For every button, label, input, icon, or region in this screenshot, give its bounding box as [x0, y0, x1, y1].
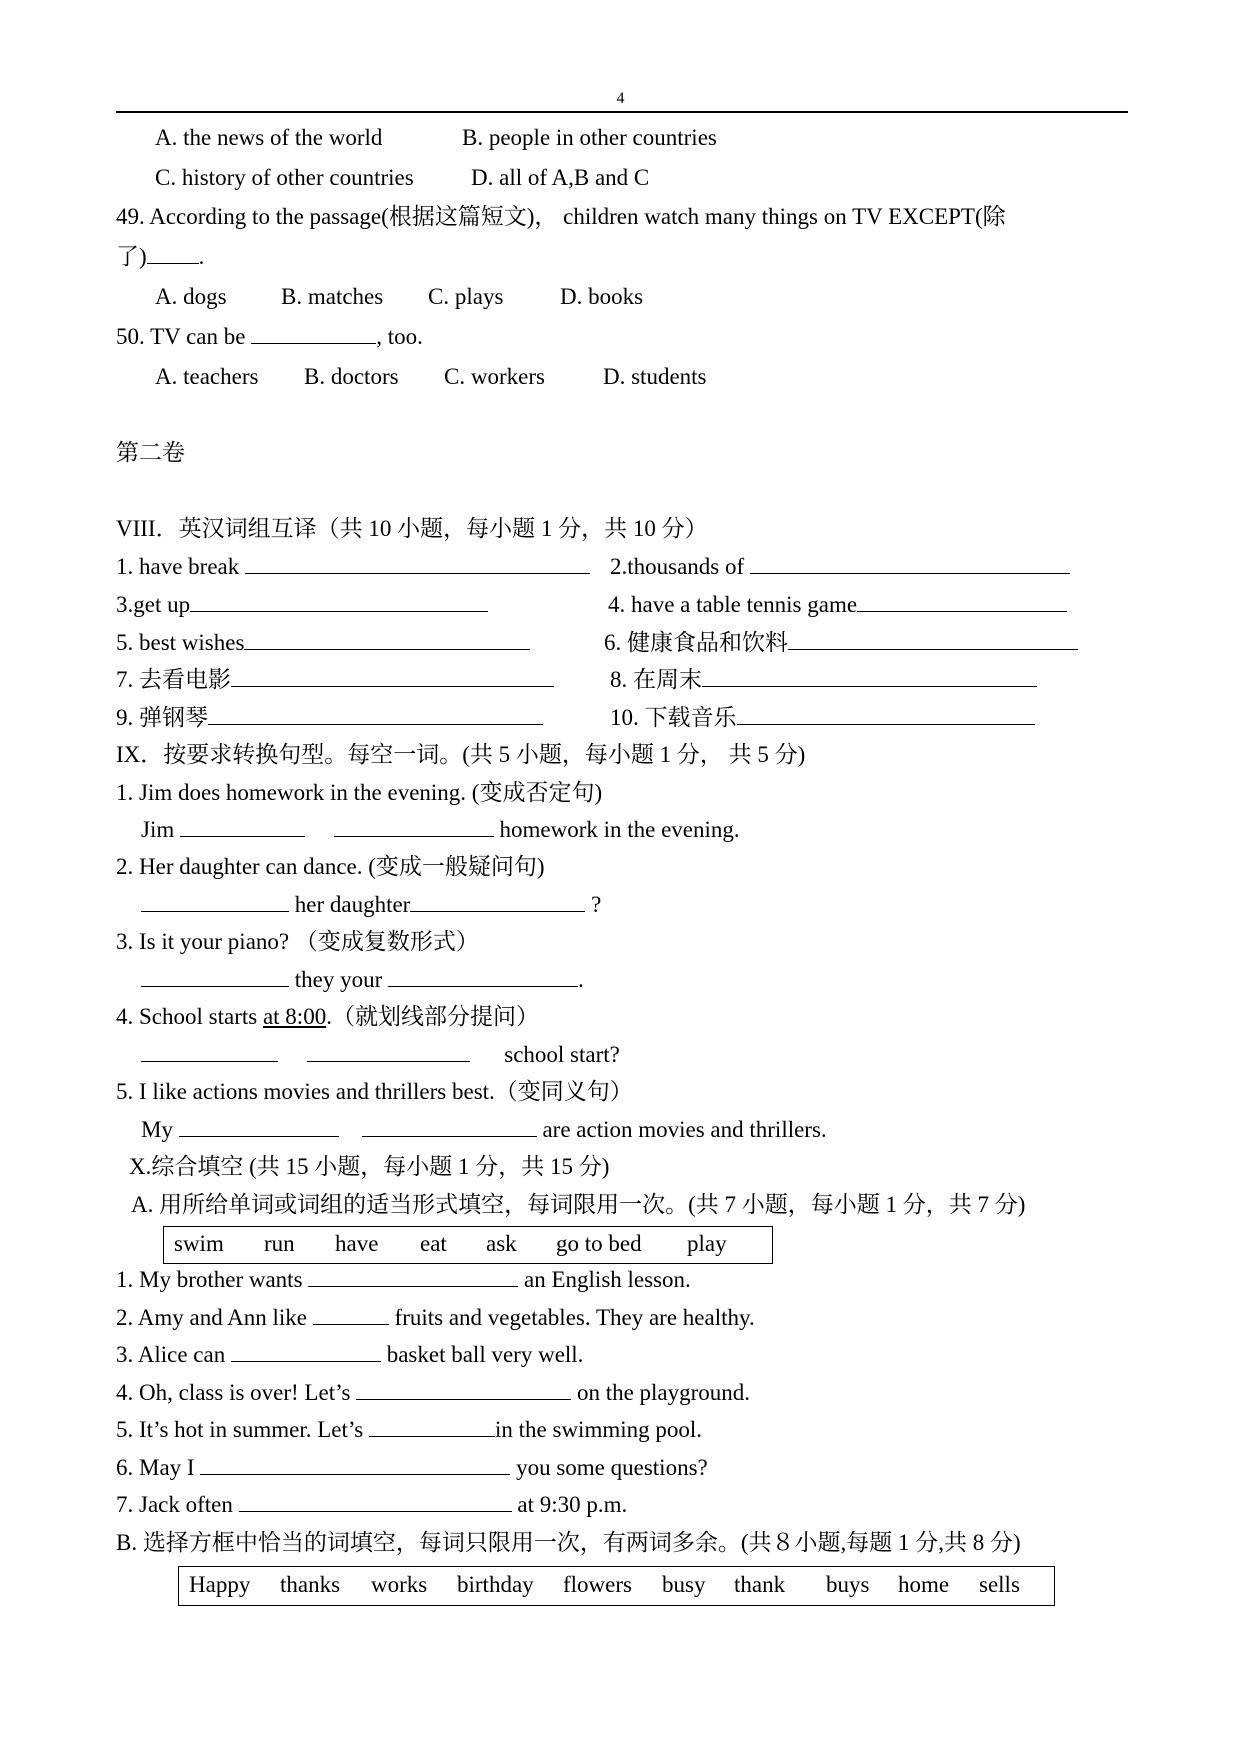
partA-word: eat — [420, 1231, 447, 1256]
part2-title: 第二卷 — [116, 440, 185, 465]
partA-word: play — [687, 1231, 727, 1256]
s9-q4 — [116, 1002, 539, 1032]
q48-option-b: B. people in other countries — [462, 125, 717, 150]
s8-item-3-label: 3.get up — [116, 592, 191, 617]
partA-item-3-pre: 3. Alice can — [116, 1342, 231, 1367]
partA-word-box — [163, 1226, 773, 1264]
q50-answer-blank[interactable] — [251, 323, 376, 344]
s8-item-3-blank[interactable] — [190, 591, 488, 612]
s8-item-2-label: 2.thousands of — [610, 554, 745, 579]
s9-q5-blank-2[interactable] — [362, 1116, 537, 1137]
q49-line2-end: . — [198, 244, 205, 269]
partB-word: buys — [826, 1572, 870, 1597]
partA-item-4-blank[interactable] — [356, 1379, 571, 1400]
partA-word: go to bed — [556, 1231, 642, 1256]
s9-q5-answer-pre: My — [141, 1117, 173, 1142]
s8-item-6 — [604, 628, 1078, 658]
s9-q2-answer-end: ? — [591, 892, 602, 917]
q50-pre: 50. TV can be — [116, 324, 252, 349]
s9-q4-post: .（就划线部分提问） — [326, 1004, 539, 1029]
s8-item-4-label: 4. have a table tennis game — [608, 592, 858, 617]
partA-word: swim — [174, 1231, 224, 1256]
q50-option-b: B. doctors — [304, 364, 399, 389]
partA-item-5-post: in the swimming pool. — [495, 1417, 702, 1442]
partA-item-4-post: on the playground. — [571, 1380, 751, 1405]
q49-line1: 49. According to the passage(根据这篇短文)， children watch many things on TV EXCEPT(除 — [116, 204, 1006, 229]
partB-word: thank — [734, 1572, 786, 1597]
s8-item-10-label: 10. 下载音乐 — [610, 705, 737, 730]
s8-item-8-blank[interactable] — [702, 666, 1037, 687]
partA-word: ask — [486, 1231, 517, 1256]
q49-option-a: A. dogs — [155, 284, 227, 309]
s9-q2-blank-2[interactable] — [410, 891, 585, 912]
partA-item-4-pre: 4. Oh, class is over! Let’s — [116, 1380, 357, 1405]
s8-item-7-label: 7. 去看电影 — [116, 667, 231, 692]
s9-q2-answer — [141, 890, 601, 920]
q50-option-a: A. teachers — [155, 364, 259, 389]
q48-option-c: C. history of other countries — [155, 165, 414, 190]
partA-item-2 — [116, 1303, 755, 1333]
partA-item-7-blank[interactable] — [239, 1491, 512, 1512]
s8-item-2 — [610, 552, 1070, 582]
q49-line2 — [116, 242, 204, 272]
partB-word: birthday — [457, 1572, 534, 1597]
q48-option-a: A. the news of the world — [155, 125, 383, 150]
partA-item-2-pre: 2. Amy and Ann like — [116, 1305, 313, 1330]
partB-word: sells — [979, 1572, 1020, 1597]
partA-item-6-pre: 6. May I — [116, 1455, 201, 1480]
partA-item-2-post: fruits and vegetables. They are healthy. — [388, 1305, 755, 1330]
partA-item-2-blank[interactable] — [313, 1304, 389, 1325]
partA-item-5-pre: 5. It’s hot in summer. Let’s — [116, 1417, 369, 1442]
partA-item-1 — [116, 1265, 691, 1295]
partA-item-6 — [116, 1453, 708, 1483]
s8-item-7 — [116, 665, 554, 695]
q49-line2-text: 了) — [116, 244, 147, 269]
s8-item-8 — [610, 665, 1037, 695]
q50-option-d: D. students — [603, 364, 707, 389]
section8-title: VIII．英汉词组互译（共 10 小题，每小题 1 分，共 10 分） — [116, 516, 708, 541]
partA-item-3-blank[interactable] — [231, 1341, 381, 1362]
s9-q5-answer-post: are action movies and thrillers. — [542, 1117, 827, 1142]
partB-word: thanks — [280, 1572, 341, 1597]
partA-item-5 — [116, 1415, 702, 1445]
partB-word: flowers — [563, 1572, 632, 1597]
partA-item-5-blank[interactable] — [369, 1416, 495, 1437]
s8-item-6-blank[interactable] — [788, 629, 1078, 650]
s9-q2-answer-mid: her daughter — [294, 892, 411, 917]
s8-item-5 — [116, 628, 530, 658]
s8-item-3 — [116, 590, 488, 620]
s8-item-10 — [610, 703, 1035, 733]
partB-word: busy — [662, 1572, 706, 1597]
partA-word: run — [264, 1231, 295, 1256]
q50-stem — [116, 322, 423, 352]
s9-q1-blank-2[interactable] — [334, 816, 494, 837]
header-rule — [116, 111, 1128, 113]
partA-item-7 — [116, 1490, 627, 1520]
s9-q2: 2. Her daughter can dance. (变成一般疑问句) — [116, 854, 545, 879]
s9-q4-underlined-phrase: at 8:00 — [262, 1004, 327, 1029]
s8-item-5-label: 5. best wishes — [116, 630, 245, 655]
q49-option-d: D. books — [560, 284, 644, 309]
s9-q4-answer-post: school start? — [504, 1042, 620, 1067]
partA-item-7-pre: 7. Jack often — [116, 1492, 239, 1517]
q50-option-c: C. workers — [444, 364, 545, 389]
partA-item-3 — [116, 1340, 583, 1370]
page-number: 4 — [616, 90, 625, 107]
s9-q4-pre: 4. School starts — [116, 1004, 263, 1029]
s8-item-10-blank[interactable] — [737, 704, 1035, 725]
partB-word: home — [898, 1572, 950, 1597]
partA-item-6-blank[interactable] — [200, 1454, 510, 1475]
s8-item-1-blank[interactable] — [245, 553, 590, 574]
partB-word: works — [371, 1572, 428, 1597]
partA-item-3-post: basket ball very well. — [380, 1342, 584, 1367]
s8-item-7-blank[interactable] — [231, 666, 554, 687]
s8-item-9 — [116, 703, 543, 733]
partA-item-1-pre: 1. My brother wants — [116, 1267, 309, 1292]
s9-q4-blank-1[interactable] — [141, 1041, 278, 1062]
s8-item-1-label: 1. have break — [116, 554, 240, 579]
s9-q1-answer — [141, 815, 740, 845]
partB-word-box — [178, 1566, 1055, 1606]
s9-q1-blank-1[interactable] — [180, 816, 305, 837]
partA-item-7-post: at 9:30 p.m. — [511, 1492, 628, 1517]
s9-q1-answer-post: homework in the evening. — [499, 817, 740, 842]
partA-item-1-post: an English lesson. — [518, 1267, 691, 1292]
s9-q5: 5. I like actions movies and thrillers best.（变同义句） — [116, 1079, 633, 1104]
s9-q3: 3. Is it your piano? （变成复数形式） — [116, 929, 479, 954]
s8-item-4-blank[interactable] — [857, 591, 1067, 612]
section10-title: X.综合填空 (共 15 小题，每小题 1 分，共 15 分) — [129, 1154, 610, 1179]
s9-q3-answer — [141, 965, 584, 995]
section10-partA-title: A. 用所给单词或词组的适当形式填空，每词限用一次。(共 7 小题，每小题 1 分，共 7 分) — [131, 1192, 1026, 1217]
q49-answer-blank[interactable] — [147, 243, 199, 264]
s9-q3-blank-1[interactable] — [141, 966, 289, 987]
q49-option-c: C. plays — [428, 284, 504, 309]
s9-q1-answer-pre: Jim — [141, 817, 175, 842]
s9-q4-answer — [141, 1040, 620, 1070]
s9-q5-blank-1[interactable] — [179, 1116, 339, 1137]
s9-q4-blank-2[interactable] — [307, 1041, 470, 1062]
s8-item-4 — [608, 590, 1067, 620]
partA-word: have — [335, 1231, 379, 1256]
q50-post: , too. — [376, 324, 423, 349]
section9-title: IX．按要求转换句型。每空一词。(共 5 小题，每小题 1 分， 共 5 分) — [116, 742, 806, 767]
s8-item-2-blank[interactable] — [750, 553, 1070, 574]
partB-word: Happy — [189, 1572, 251, 1597]
q48-option-d: D. all of A,B and C — [471, 165, 650, 190]
s8-item-9-label: 9. 弹钢琴 — [116, 705, 208, 730]
s8-item-9-blank[interactable] — [208, 704, 543, 725]
partA-item-6-post: you some questions? — [510, 1455, 708, 1480]
s9-q3-answer-end: . — [578, 967, 584, 992]
section10-partB-title: B. 选择方框中恰当的词填空，每词只限用一次，有两词多余。(共８小题,每题 1 分,共 8 分) — [116, 1530, 1021, 1555]
s9-q3-answer-mid: they your — [294, 967, 383, 992]
s8-item-6-label: 6. 健康食品和饮料 — [604, 630, 788, 655]
s9-q1: 1. Jim does homework in the evening. (变成否定句) — [116, 780, 603, 805]
partA-item-4 — [116, 1378, 750, 1408]
s9-q3-blank-2[interactable] — [388, 966, 578, 987]
partA-item-1-blank[interactable] — [308, 1266, 518, 1287]
s9-q2-blank-1[interactable] — [141, 891, 289, 912]
s9-q5-answer — [141, 1115, 827, 1145]
s8-item-5-blank[interactable] — [244, 629, 530, 650]
s8-item-8-label: 8. 在周末 — [610, 667, 702, 692]
s8-item-1 — [116, 552, 590, 582]
q49-option-b: B. matches — [281, 284, 384, 309]
